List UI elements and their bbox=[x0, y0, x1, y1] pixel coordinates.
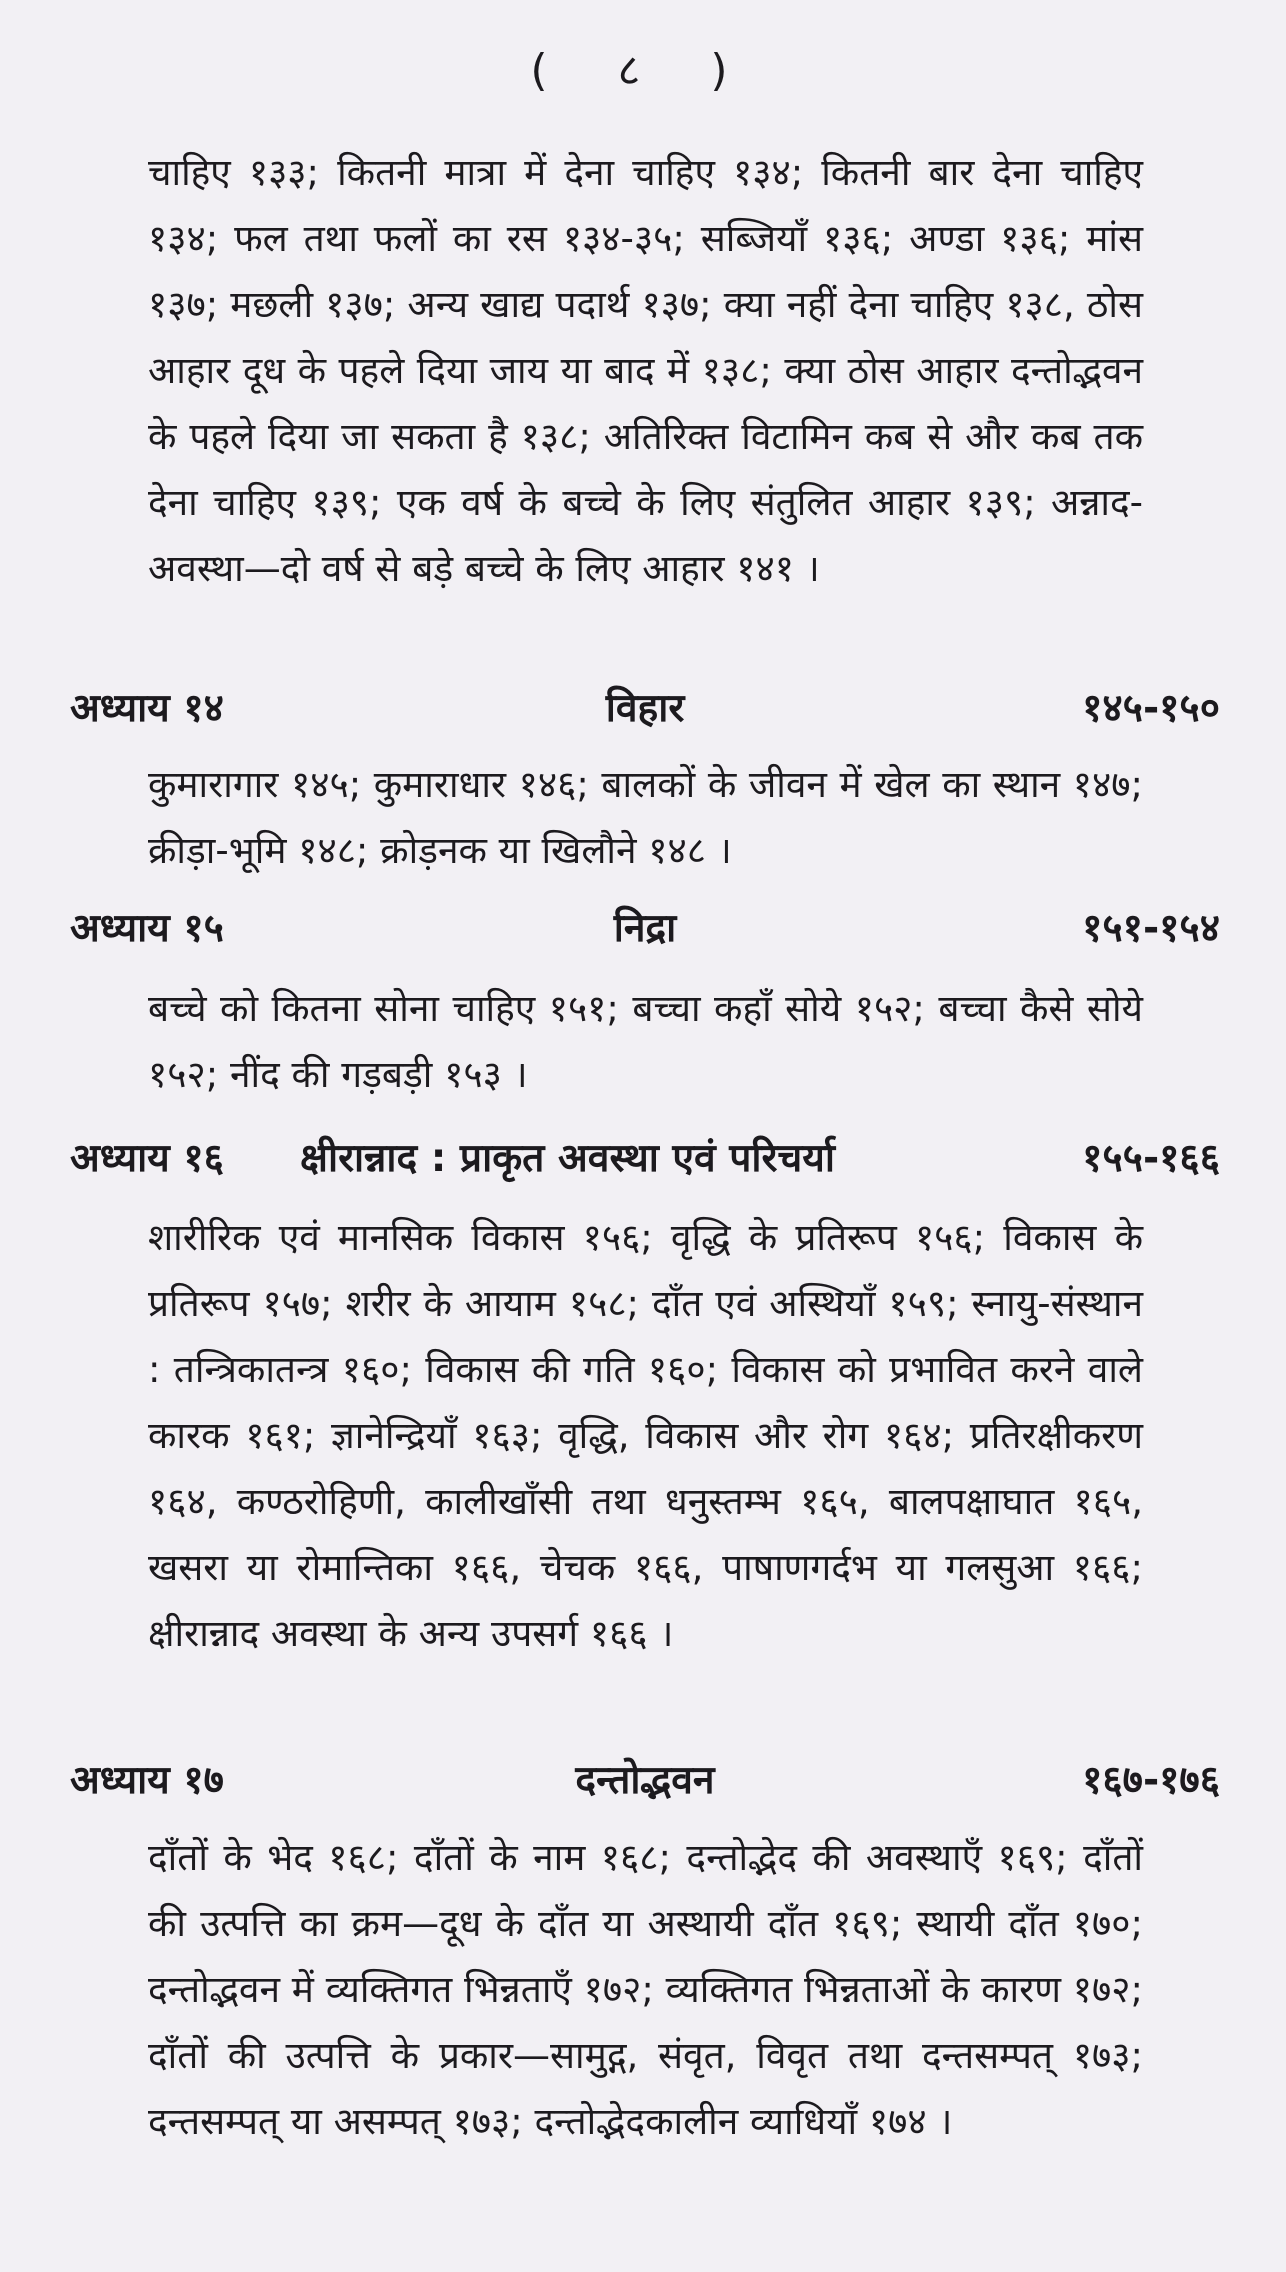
chapter-label: अध्याय १६ bbox=[70, 1136, 224, 1181]
chapter-page-range: १४५-१५० bbox=[1082, 686, 1220, 731]
chapter-16-contents: शारीरिक एवं मानसिक विकास १५६; वृद्धि के प्रतिरूप १५६; विकास के प्रतिरूप १५७; शरीर के आयाम १५८; दाँत एवं अस्थियाँ १५९; स्नायु-संस्थान : तन्त्रिकातन्त्र १६०; विकास की गति १६०; विकास को प्रभावित करने वाले कारक १६१; ज्ञानेन्द्रियाँ १६३; वृद्धि, विकास और रोग १६४; प्रतिरक्षीकरण १६४, कण्ठरोहिणी, कालीखाँसी तथा धनुस्तम्भ १६५, बालपक्षाघात १६५, खसरा या रोमान्तिका १६६, चेचक १६६, पाषाणगर्दभ या गलसुआ १६६; क्षीरान्नाद अवस्था के अन्य उपसर्ग १६६ । bbox=[148, 1216, 1143, 1655]
chapter-title: दन्तोद्भवन bbox=[575, 1758, 715, 1803]
chapter-page-range: १६७-१७६ bbox=[1082, 1758, 1220, 1803]
chapter-heading-16 bbox=[70, 1130, 1220, 1190]
page-number: ( ८ ) bbox=[530, 45, 756, 96]
chapter-heading-17 bbox=[70, 1752, 1220, 1812]
chapter-label: अध्याय १७ bbox=[70, 1758, 224, 1803]
chapter-label: अध्याय १५ bbox=[70, 906, 224, 951]
chapter-14-contents: कुमारागार १४५; कुमाराधार १४६; बालकों के जीवन में खेल का स्थान १४७; क्रीड़ा-भूमि १४८; क्रोड़नक या खिलौने १४८ । bbox=[148, 763, 1143, 872]
chapter-heading-15 bbox=[70, 900, 1220, 960]
chapter-page-range: १५५-१६६ bbox=[1082, 1136, 1220, 1181]
chapter-13-contents: चाहिए १३३; कितनी मात्रा में देना चाहिए १३४; कितनी बार देना चाहिए १३४; फल तथा फलों का रस १३४-३५; सब्जियाँ १३६; अण्डा १३६; मांस १३७; मछली १३७; अन्य खाद्य पदार्थ १३७; क्या नहीं देना चाहिए १३८, ठोस आहार दूध के पहले दिया जाय या बाद में १३८; क्या ठोस आहार दन्तोद्भवन के पहले दिया जा सकता है १३८; अतिरिक्त विटामिन कब से और कब तक देना चाहिए १३९; एक वर्ष के बच्चे के लिए संतुलित आहार १३९; अन्नाद-अवस्था—दो वर्ष से बड़े बच्चे के लिए आहार १४१ । bbox=[148, 151, 1143, 590]
chapter-title: विहार bbox=[605, 686, 685, 731]
chapter-heading-14 bbox=[70, 680, 1220, 740]
chapter-17-contents: दाँतों के भेद १६८; दाँतों के नाम १६८; दन्तोद्भेद की अवस्थाएँ १६९; दाँतों की उत्पत्ति का क्रम—दूध के दाँत या अस्थायी दाँत १६९; स्थायी दाँत १७०; दन्तोद्भवन में व्यक्तिगत भिन्नताएँ १७२; व्यक्तिगत भिन्नताओं के कारण १७२; दाँतों की उत्पत्ति के प्रकार—सामुद्ग, संवृत, विवृत तथा दन्तसम्पत् १७३; दन्तसम्पत् या असम्पत् १७३; दन्तोद्भेदकालीन व्याधियाँ १७४ । bbox=[148, 1836, 1143, 2143]
chapter-page-range: १५१-१५४ bbox=[1082, 906, 1220, 951]
chapter-15-contents: बच्चे को कितना सोना चाहिए १५१; बच्चा कहाँ सोये १५२; बच्चा कैसे सोये १५२; नींद की गड़बड़ी १५३ । bbox=[148, 987, 1143, 1096]
chapter-label: अध्याय १४ bbox=[70, 686, 224, 731]
chapter-title: निद्रा bbox=[613, 906, 677, 951]
chapter-title: क्षीरान्नाद : प्राकृत अवस्था एवं परिचर्या bbox=[300, 1136, 835, 1181]
